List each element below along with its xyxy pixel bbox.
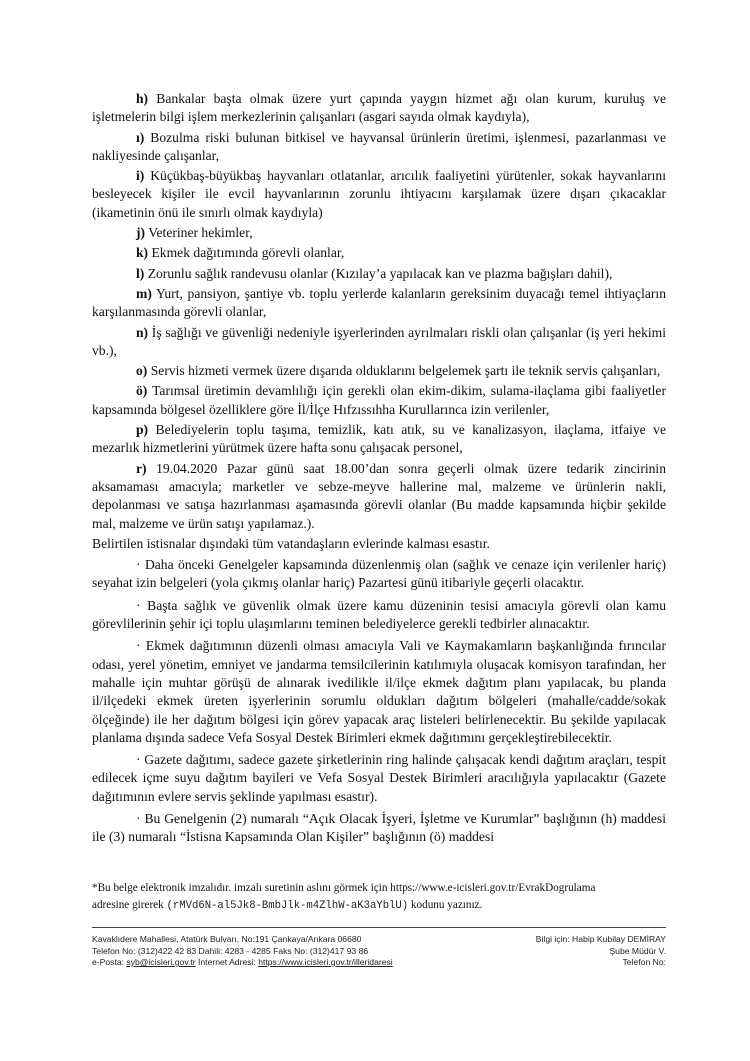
clause-label: n) (136, 324, 149, 340)
clause-text: Servis hizmeti vermek üzere dışarıda olduklarını belgelemek şartı ile teknik servis çalışanları, (147, 363, 661, 379)
e-signature-prefix: adresine girerek (92, 899, 167, 911)
clause-i (92, 167, 666, 222)
clause-r (92, 460, 666, 533)
bullet-newspaper-distribution: · Gazete dağıtımı, sadece gazete şirketlerinin ring halinde çalışacak kendi dağıtım araçları, tespit edilecek içme suyu dağıtım bayileri ve Vefa Sosyal Destek Birimleri aracılığıyla yapılacaktır (Gazete dağıtımının evlere servis şeklinde yapılması esastır). (92, 752, 666, 804)
clause-label: r) (136, 460, 147, 476)
clause-text: İş sağlığı ve güvenliği nedeniyle işyerlerinden ayrılmaları riskli olan çalışanlar (iş yeri hekimi vb.), (92, 324, 666, 358)
email-label: e-Posta: (92, 957, 127, 967)
footer-info-block (476, 934, 666, 969)
clause-j (92, 224, 666, 242)
clause-label: p) (136, 422, 149, 438)
clause-o-umlaut (92, 382, 666, 419)
clause-text: Tarımsal üretimin devamlılığı için gerekli olan ekim-dikim, sulama-ilaçlama gibi faaliyetler kapsamında bölgesel özelliklere göre İl/İlçe Hıfzıssıhha Kurullarınca izin verilenler, (92, 383, 666, 417)
clause-label: i) (136, 168, 145, 184)
clause-text: Küçükbaş-büyükbaş hayvanları otlatanlar, arıcılık faaliyetini yürütenler, sokak hayvanlarını besleyecek kişiler ile evcil hayvanlarının zorunlu ihtiyacını karşılamak üzere dışarı çıkacaklar (ikametinin önü ile sınırlı olmak kaydıyla) (92, 168, 666, 220)
clause-label: ı) (136, 129, 145, 145)
clause-label: h) (136, 91, 149, 106)
clause-text: Yurt, pansiyon, şantiye vb. toplu yerlerde kalanların gereksinim duyacağı temel ihtiyaçların karşılanmasında görevli olanlar, (92, 285, 666, 320)
stay-home-statement: Belirtilen istisnalar dışındaki tüm vatandaşların evlerinde kalması esastır. (92, 535, 490, 551)
email-link[interactable]: syb@icisleri.gov.tr (126, 957, 196, 967)
clause-text: Bozulma riski bulunan bitkisel ve hayvansal ürünlerin üretimi, işlenmesi, pazarlanması ve nakliyesinde çalışanlar, (92, 129, 666, 163)
clause-label: k) (136, 245, 149, 261)
footer-web-line (92, 957, 482, 969)
clause-text: 19.04.2020 Pazar günü saat 18.00’dan sonra geçerli olmak üzere tedarik zincirinin aksamaması amacıyla; marketler ve sebze-meyve hallerine mal, malzeme ve ürünlerin nakli, depolanması ve satışa hazırlanması aşamasında görevli olanlar (Bu madde kapsamında hiçbir şekilde mal, malzeme ve ürün satışı yapılamaz.). (92, 460, 666, 531)
e-signature-note (92, 880, 672, 915)
clause-o (92, 362, 666, 380)
e-signature-line-2 (92, 897, 672, 915)
footer-contact-block (92, 934, 482, 969)
clause-h (92, 90, 666, 127)
clause-label: l) (136, 265, 145, 281)
bullet-public-transport: · Başta sağlık ve güvenlik olmak üzere kamu düzeninin tesisi amacıyla görevli olan kamu görevlilerinin şehir içi toplu ulaşımlarını teminen belediyelerce gerekli tedbirler alınacaktır. (92, 597, 666, 632)
clause-text: Ekmek dağıtımında görevli olanlar, (148, 245, 345, 261)
e-signature-line-1: *Bu belge elektronik imzalıdır. imzalı suretinin aslını görmek için https://www.e-icisleri.gov.tr/EvrakDogrulama (92, 882, 596, 894)
clause-n (92, 324, 666, 361)
clause-text: Belediyelerin toplu taşıma, temizlik, katı atık, su ve kanalizasyon, ilaçlama, itfaiye ve mezarlık hizmetlerini yürütmek üzere hafta sonu çalışacak personel, (92, 422, 666, 456)
bullet-travel-permits: · Daha önceki Genelgeler kapsamında düzenlenmiş olan (sağlık ve cenaze için verilenler hariç) seyahat izin belgeleri (yola çıkmış olanlar hariç) Pazartesi günü itibariyle geçerli olacaktır. (92, 557, 666, 591)
document-body (92, 90, 666, 851)
clause-text: Bankalar başta olmak üzere yurt çapında yaygın hizmet ağı olan kurum, kuruluş ve işletmelerin bilgi işlem merkezlerinin çalışanları (asgari sayıda olmak kaydıyla), (92, 91, 666, 125)
bullet-bread-distribution: · Ekmek dağıtımının düzenli olması amacıyla Vali ve Kaymakamların başkanlığında fırıncılar odası, yerel yönetim, emniyet ve jandarma temsilcilerinin katılımıyla oluşacak komisyon tarafından, her mahalle için muhtar görüşü de alınarak ivedilikle il/ilçe ekmek dağıtım planı yapılacak, bu planda il/ilçedeki ekmek üreten işyerlerinin sorumlu oldukları dağıtım bölgeleri (mahalle/cadde/sokak ölçeğinde) ile her dağıtım bölgesi için görev yapacak araç listeleri belirlenecektir. Bu şekilde yapılacak planlama dışında sadece Vefa Sosyal Destek Birimleri ekmek dağıtımını gerçekleştirebilecektir. (92, 638, 666, 745)
info-contact-name: Bilgi için: Habip Kubilay DEMİRAY (535, 934, 666, 944)
clause-label: ö) (136, 383, 148, 399)
verification-code: (rMVd6N-al5Jk8-BmbJlk-m4ZlhW-aK3aYblU) (166, 900, 409, 912)
clause-l (92, 265, 666, 283)
footer-divider (92, 927, 666, 928)
e-signature-suffix: kodunu yazınız. (408, 899, 483, 911)
footer-address: Kavaklıdere Mahallesi, Atatürk Bulvarı, No:191 Çankaya/Ankara 06680 (92, 934, 362, 944)
clause-label: o) (136, 363, 148, 379)
footer-phone: Telefon No: (312)422 42 83 Dahili: 4283 - 4285 Faks No: (312)417 93 86 (92, 945, 369, 956)
website-link[interactable]: https://www.icisleri.gov.tr/illeridaresi (258, 957, 393, 967)
clause-text: Zorunlu sağlık randevusu olanlar (Kızılay’a yapılacak kan ve plazma bağışları dahil), (144, 265, 613, 281)
clause-k (92, 244, 666, 262)
info-contact-phone: Telefon No: (622, 957, 666, 967)
clause-label: m) (136, 285, 152, 301)
clause-m (92, 285, 666, 322)
clause-label: j) (136, 225, 146, 241)
clause-p (92, 421, 666, 458)
clause-i-dotless (92, 129, 666, 166)
web-label: İnternet Adresi: (195, 957, 259, 967)
bullet-genelge-reference: · Bu Genelgenin (2) numaralı “Açık Olacak İşyeri, İşletme ve Kurumlar” başlığının (h) maddesi ile (3) numaralı “İstisna Kapsamında Olan Kişiler” başlığının (ö) maddesi (92, 810, 666, 845)
clause-text: Veteriner hekimler, (145, 225, 253, 241)
info-contact-role: Şube Müdür V. (609, 945, 666, 956)
